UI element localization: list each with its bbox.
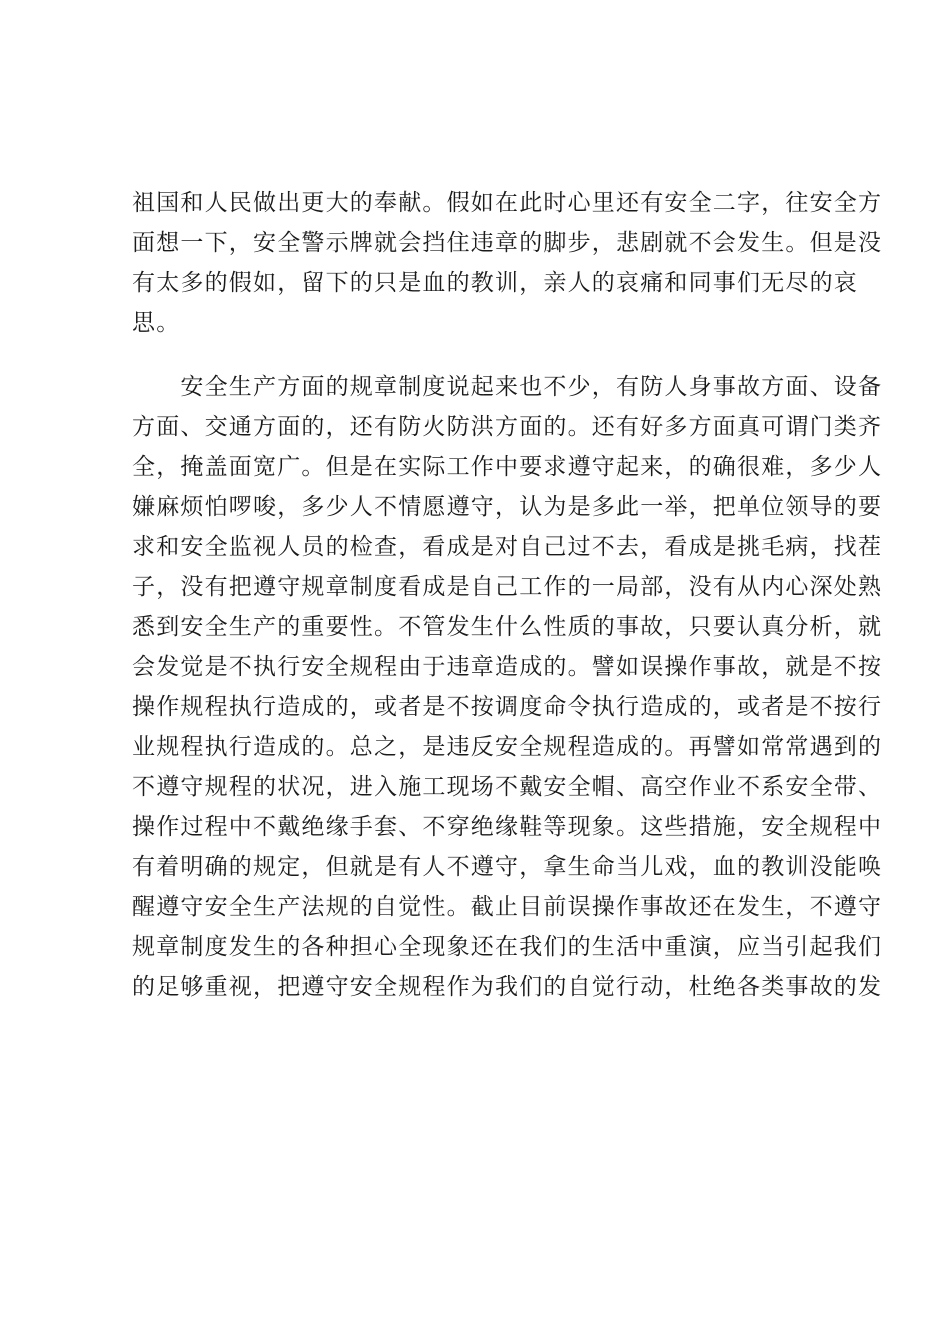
paragraph-line: 祖国和人民做出更大的奉献。假如在此时心里还有安全二字，往安全方: [132, 190, 883, 216]
paragraph-line: 有着明确的规定，但就是有人不遵守，拿生命当儿戏，血的教训没能唤: [132, 854, 883, 880]
paragraph-2: [132, 367, 883, 1007]
paragraph-1: [132, 183, 883, 343]
paragraph-line: 悉到安全生产的重要性。不管发生什么性质的事故，只要认真分析，就: [132, 614, 883, 640]
paragraph-line: 操作过程中不戴绝缘手套、不穿绝缘鞋等现象。这些措施，安全规程中: [132, 814, 883, 840]
paragraph-line: 不遵守规程的状况，进入施工现场不戴安全帽、高空作业不系安全带、: [132, 774, 883, 800]
paragraph-line: 操作规程执行造成的，或者是不按调度命令执行造成的，或者是不按行: [132, 694, 883, 720]
paragraph-line: 醒遵守安全生产法规的自觉性。截止目前误操作事故还在发生，不遵守: [132, 894, 883, 920]
paragraph-line: 子，没有把遵守规章制度看成是自己工作的一局部，没有从内心深处熟: [132, 574, 883, 600]
paragraph-line: 规章制度发生的各种担心全现象还在我们的生活中重演，应当引起我们: [132, 934, 883, 960]
paragraph-line: 求和安全监视人员的检查，看成是对自己过不去，看成是挑毛病，找茬: [132, 534, 883, 560]
paragraph-line: 全，掩盖面宽广。但是在实际工作中要求遵守起来，的确很难，多少人: [132, 454, 883, 480]
paragraph-line: 面想一下，安全警示牌就会挡住违章的脚步，悲剧就不会发生。但是没: [132, 230, 883, 256]
paragraph-line: 方面、交通方面的，还有防火防洪方面的。还有好多方面真可谓门类齐: [132, 414, 883, 440]
paragraph-spacing: [132, 343, 832, 367]
paragraph-line: 会发觉是不执行安全规程由于违章造成的。譬如误操作事故，就是不按: [132, 654, 883, 680]
paragraph-line: 业规程执行造成的。总之，是违反安全规程造成的。再譬如常常遇到的: [132, 734, 883, 760]
paragraph-line: 思。: [132, 310, 181, 336]
paragraph-line: 安全生产方面的规章制度说起来也不少，有防人身事故方面、设备: [132, 374, 883, 400]
paragraph-line: 有太多的假如，留下的只是血的教训，亲人的哀痛和同事们无尽的哀: [132, 270, 858, 296]
paragraph-line: 嫌麻烦怕啰唆，多少人不情愿遵守，认为是多此一举，把单位领导的要: [132, 494, 883, 520]
document-body: [132, 183, 883, 1007]
paragraph-line: 的足够重视，把遵守安全规程作为我们的自觉行动，杜绝各类事故的发: [132, 974, 883, 1000]
